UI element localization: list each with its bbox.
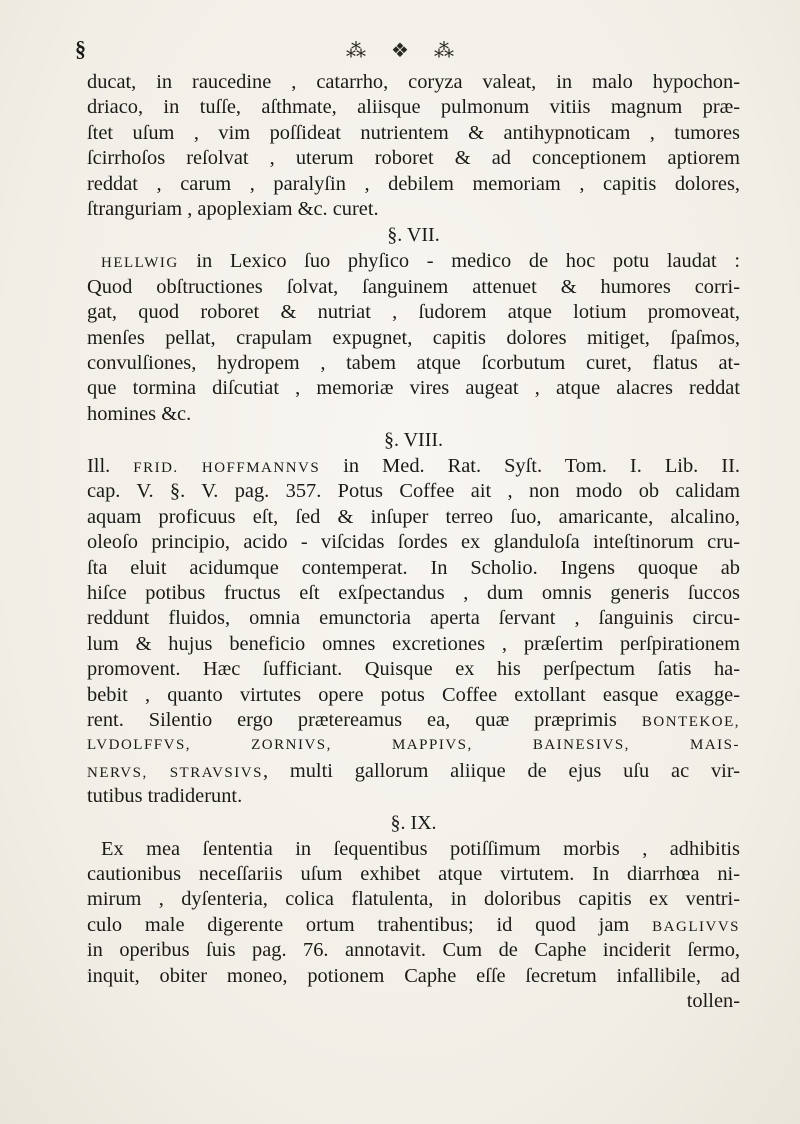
- text-line: reddat , carum , paralyſin , debilem memoriam , capitis dolores,: [87, 172, 740, 195]
- section-heading: §. VII.: [387, 224, 440, 247]
- text-fragment: Ill.: [87, 455, 134, 478]
- text-fragment: culo male digerente ortum trahentibus; id quod jam: [87, 913, 630, 936]
- section-heading: §. IX.: [390, 811, 437, 834]
- text-line: ducat, in raucedine , catarrho, coryza valeat, in malo hypochon-: [87, 71, 740, 93]
- text-line: hiſce potibus fructus eſt exſpectandus , dum omnis generis ſuccos: [87, 582, 740, 605]
- text-line: cap. V. §. V. pag. 357. Potus Coffee ait , non modo ob calidam: [87, 480, 740, 503]
- text-line: driaco, in tuſſe, aſthmate, aliisque pulmonum vitiis magnum præ-: [87, 96, 740, 119]
- author-name: BAGLIVVS: [629, 918, 740, 935]
- text-fragment: rent. Silentio ergo prætereamus ea, quæ præprimis: [87, 708, 617, 731]
- text-line: [87, 454, 740, 479]
- text-line: reddunt fluidos, omnia emunctoria aperta ſervant , ſanguinis circu-: [87, 607, 740, 630]
- text-line: [87, 249, 740, 274]
- text-line: mirum , dyſenteria, colica flatulenta, in doloribus capitis ex ventri-: [87, 888, 740, 911]
- text-line: convulſiones, hydropem , tabem atque ſcorbutum curet, flatus at-: [87, 351, 740, 374]
- signature-mark: §: [75, 36, 86, 61]
- text-line: [87, 759, 740, 784]
- text-line: Quod obſtructiones ſolvat, ſanguinem attenuet & humores corri-: [87, 275, 740, 298]
- text-line: [87, 913, 740, 938]
- body-text: [87, 70, 740, 1014]
- text-line: oleoſo principio, acido - viſcidas ſordes ex glanduloſa inteſtinorum cru-: [87, 531, 740, 554]
- author-name: FRID. HOFFMANNVS: [133, 460, 321, 477]
- text-fragment: , multi gallorum aliique de ejus uſu ac vir-: [262, 759, 740, 782]
- text-line: cautionibus neceſſariis uſum exhibet atque virtutem. In diarrhœa ni-: [87, 862, 740, 885]
- text-line: aquam proficuus eſt, ſed & inſuper terreo ſuo, amaricante, alcalino,: [87, 505, 740, 528]
- section-heading: §. VIII.: [383, 429, 444, 452]
- text-line: ſtet uſum , vim poſſideat nutrientem & antihypnoticam , tumores: [87, 121, 740, 144]
- text-line: ſcirrhoſos reſolvat , uterum roboret & ad conceptionem aptiorem: [87, 147, 740, 170]
- text-line: promovent. Hæc ſufficiant. Quisque ex his perſpectum ſatis ha-: [87, 658, 740, 681]
- text-line: ſta eluit acidumque contemperat. In Scholio. Ingens quoque ab: [87, 556, 740, 579]
- text-line: gat, quod roboret & nutriat , ſudorem atque lotium promoveat,: [87, 301, 740, 324]
- text-line: [87, 708, 740, 733]
- author-name: BONTEKOE,: [616, 713, 740, 730]
- text-line: tutibus tradiderunt.: [87, 785, 243, 808]
- text-fragment: in Lexico ſuo phyſico - medico de hoc potu laudat :: [178, 250, 740, 273]
- text-fragment: in Med. Rat. Syſt. Tom. I. Lib. II.: [320, 455, 740, 478]
- text-line: ſtranguriam , apoplexiam &c. curet.: [87, 197, 379, 220]
- header-ornament-icon: ⁂ ❖ ⁂: [346, 40, 464, 62]
- text-line: Ex mea ſententia in ſequentibus potiſſimum morbis , adhibitis: [101, 837, 740, 860]
- text-line: lum & hujus beneficio omnes excretiones , præſertim perſpirationem: [87, 632, 740, 655]
- author-list-line: LVDOLFFVS, ZORNIVS, MAPPIVS, BAINESIVS, MAIS-: [87, 737, 740, 754]
- text-line: bebit , quanto virtutes opere potus Coffee extollant easque exagge-: [87, 683, 740, 706]
- text-line: homines &c.: [87, 402, 192, 425]
- page-header: [75, 36, 735, 66]
- text-line: in operibus ſuis pag. 76. annotavit. Cum de Caphe inciderit ſermo,: [87, 939, 740, 962]
- text-line: que tormina diſcutiat , memoriæ vires augeat , atque alacres reddat: [87, 377, 740, 400]
- text-line: inquit, obiter moneo, potionem Caphe eſſe ſecretum infallibile, ad: [87, 964, 740, 987]
- author-name: HELLWIG: [101, 255, 179, 272]
- text-line: menſes pellat, crapulam expugnet, capitis dolores mitiget, ſpaſmos,: [87, 326, 740, 349]
- catchword: tollen-: [686, 989, 740, 1012]
- author-name: NERVS, STRAVSIVS: [87, 764, 263, 781]
